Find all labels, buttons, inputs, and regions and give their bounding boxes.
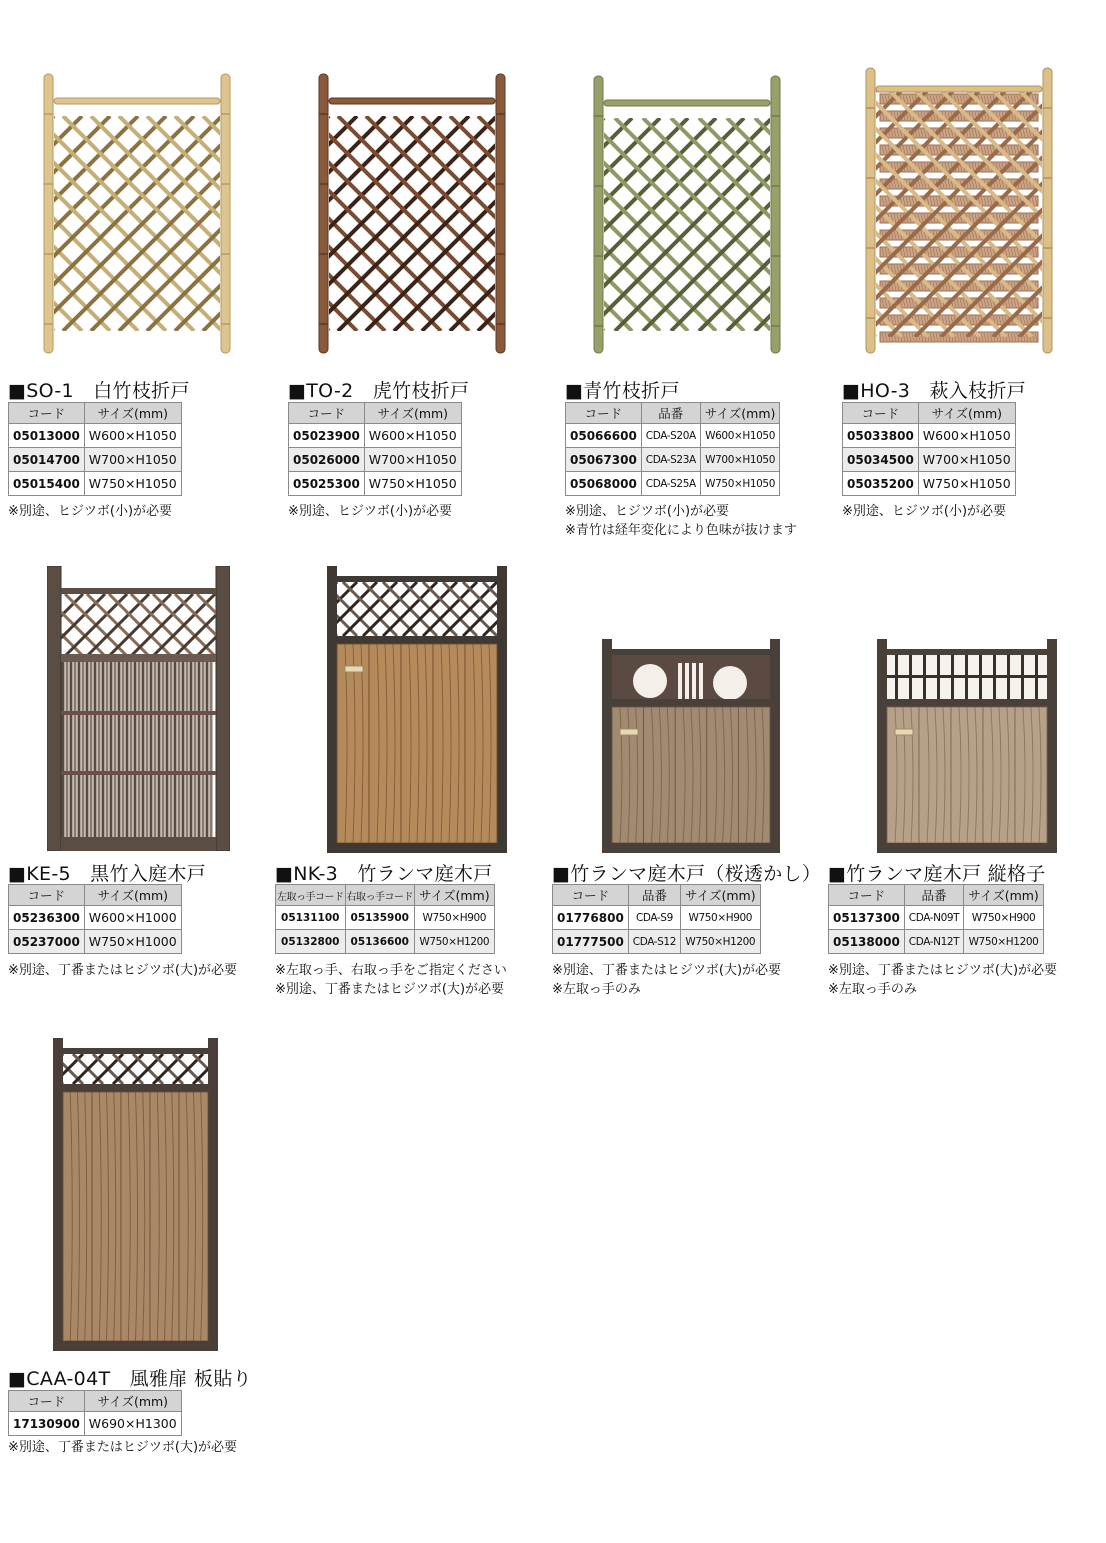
header-size: サイズ(mm) — [700, 403, 780, 424]
table-row — [9, 448, 182, 472]
transom-slot — [685, 663, 689, 701]
board-clad-gate-image — [53, 1038, 218, 1351]
board-plank — [150, 1092, 179, 1341]
table-row — [9, 424, 182, 448]
crossbar — [604, 100, 770, 106]
model-cell: CDA-S12 — [628, 930, 680, 954]
model-cell: CDA-S23A — [641, 448, 700, 472]
spec-table — [8, 402, 182, 496]
right-stile — [1047, 639, 1057, 853]
table-row — [9, 472, 182, 496]
board-plank — [401, 644, 433, 843]
header-code: コード — [829, 885, 905, 906]
left-post — [866, 68, 875, 353]
table-row — [9, 1412, 182, 1436]
note: ※青竹は経年変化により色味が抜けます — [565, 523, 797, 538]
rail — [61, 711, 216, 715]
size-cell: W600×H1050 — [84, 424, 181, 448]
note: ※左取っ手、右取っ手をご指定ください — [275, 963, 507, 978]
left-post — [594, 76, 603, 353]
white-bamboo-lattice-gate-image — [40, 70, 234, 355]
table-row — [9, 930, 182, 954]
spec-table — [552, 884, 761, 954]
board-plank — [92, 1092, 121, 1341]
mid-rail — [337, 636, 497, 644]
spec-table — [8, 1390, 182, 1436]
product-title: ■SO-1 白竹枝折戸 — [8, 380, 190, 402]
model-cell: CDA-S25A — [641, 472, 700, 496]
code-cell: 05035200 — [843, 472, 919, 496]
bottom-rail — [612, 843, 770, 853]
table-row — [9, 906, 182, 930]
header-size: サイズ(mm) — [84, 403, 181, 424]
size-cell: W750×H1050 — [84, 472, 181, 496]
spec-table — [8, 884, 182, 954]
lattice-mesh — [53, 1054, 218, 1084]
top-rail — [887, 649, 1047, 655]
code-cell: 01777500 — [553, 930, 629, 954]
note: ※左取っ手のみ — [552, 982, 641, 997]
left-stile — [602, 639, 612, 853]
header-size: サイズ(mm) — [918, 403, 1015, 424]
table-row — [566, 472, 780, 496]
bamboo-transom-garden-gate-image — [327, 566, 507, 853]
note: ※別途、ヒジツボ(小)が必要 — [8, 504, 173, 519]
board-plank — [951, 707, 983, 843]
table-row — [829, 930, 1044, 954]
black-bamboo-garden-gate-image — [47, 566, 230, 851]
table-row — [843, 448, 1016, 472]
board-plank — [919, 707, 951, 843]
header-size: サイズ(mm) — [364, 403, 461, 424]
header-size: サイズ(mm) — [681, 885, 761, 906]
bottom-rail — [63, 1341, 208, 1351]
spec-table — [842, 402, 1016, 496]
note: ※別途、丁番またはヒジツボ(大)が必要 — [275, 982, 505, 997]
product-title: ■竹ランマ庭木戸（桜透かし） — [552, 863, 822, 885]
spec-table — [288, 402, 462, 496]
header-code: コード — [289, 403, 365, 424]
size-cell: W750×H1200 — [964, 930, 1044, 954]
code-cell: 05014700 — [9, 448, 85, 472]
code-cell: 05067300 — [566, 448, 642, 472]
left-post — [44, 74, 53, 353]
handle — [895, 729, 913, 735]
header-code: コード — [9, 885, 85, 906]
board-plank — [612, 707, 644, 843]
spec-table — [828, 884, 1044, 954]
left-post — [47, 566, 61, 851]
note: ※別途、丁番またはヒジツボ(大)が必要 — [828, 963, 1058, 978]
table-row — [289, 472, 462, 496]
bottom-rail — [337, 843, 497, 853]
model-cell: CDA-N09T — [904, 906, 963, 930]
product-title: ■NK-3 竹ランマ庭木戸 — [275, 863, 493, 885]
header-code: コード — [553, 885, 629, 906]
tiger-bamboo-lattice-gate-image — [315, 70, 509, 355]
board-plank — [337, 644, 369, 843]
code-cell: 05023900 — [289, 424, 365, 448]
product-title: ■CAA-04T 風雅扉 板貼り — [8, 1368, 252, 1390]
board-plank — [675, 707, 707, 843]
size-cell: W600×H1050 — [918, 424, 1015, 448]
note: ※別途、丁番またはヒジツボ(大)が必要 — [552, 963, 782, 978]
lattice-mesh — [590, 118, 784, 331]
size-cell: W690×H1300 — [84, 1412, 181, 1436]
rail — [61, 771, 216, 775]
board-plank — [1015, 707, 1047, 843]
top-rail — [612, 649, 770, 655]
middle-rail — [61, 654, 216, 662]
code-cell: 01776800 — [553, 906, 629, 930]
table-row — [289, 448, 462, 472]
bottom-rail — [887, 843, 1047, 853]
code-cell: 05026000 — [289, 448, 365, 472]
left-stile — [53, 1038, 63, 1351]
mid-rail — [612, 699, 770, 707]
table-row — [553, 930, 761, 954]
mid-rail — [63, 1084, 208, 1092]
header-size: サイズ(mm) — [84, 1391, 181, 1412]
right-stile — [497, 566, 507, 853]
size-cell: W750×H1200 — [415, 930, 495, 954]
board-plank — [121, 1092, 150, 1341]
size-cell: W750×H900 — [415, 906, 495, 930]
product-title: ■KE-5 黒竹入庭木戸 — [8, 863, 206, 885]
board-plank — [63, 1092, 92, 1341]
code-cell: 05015400 — [9, 472, 85, 496]
size-cell: W600×H1050 — [700, 424, 780, 448]
note: ※別途、ヒジツボ(小)が必要 — [565, 504, 730, 519]
table-row — [276, 906, 495, 930]
code-cell: 05237000 — [9, 930, 85, 954]
size-cell: W700×H1050 — [364, 448, 461, 472]
size-cell: W750×H1000 — [84, 930, 181, 954]
board-plank — [465, 644, 497, 843]
size-cell: W600×H1050 — [364, 424, 461, 448]
left-stile — [877, 639, 887, 853]
transom-slot — [699, 663, 703, 701]
code-cell: 05137300 — [829, 906, 905, 930]
bush-clover-lattice-gate-image — [862, 64, 1056, 355]
spec-table — [275, 884, 495, 954]
code-cell: 05138000 — [829, 930, 905, 954]
note: ※左取っ手のみ — [828, 982, 917, 997]
header-model: 品番 — [628, 885, 680, 906]
left-stile — [327, 566, 337, 853]
table-row — [829, 906, 1044, 930]
size-cell: W700×H1050 — [84, 448, 181, 472]
product-title: ■竹ランマ庭木戸 縦格子 — [828, 863, 1046, 885]
model-cell: CDA-N12T — [904, 930, 963, 954]
product-title: ■青竹枝折戸 — [565, 380, 680, 402]
size-cell: W700×H1050 — [918, 448, 1015, 472]
lattice-mesh — [40, 116, 234, 331]
note: ※別途、丁番またはヒジツボ(大)が必要 — [8, 1440, 238, 1455]
model-cell: CDA-S9 — [628, 906, 680, 930]
crossbar — [54, 98, 220, 104]
code-cell: 05025300 — [289, 472, 365, 496]
board-plank — [707, 707, 739, 843]
note: ※別途、ヒジツボ(小)が必要 — [288, 504, 453, 519]
table-row — [843, 424, 1016, 448]
crossbar — [876, 86, 1042, 92]
right-post — [216, 566, 230, 851]
lattice-mesh — [327, 582, 507, 636]
header-size: サイズ(mm) — [84, 885, 181, 906]
table-row — [289, 424, 462, 448]
board-plank — [369, 644, 401, 843]
header-code: コード — [9, 1391, 85, 1412]
right-post — [496, 74, 505, 353]
table-row — [553, 906, 761, 930]
code-cell: 05068000 — [566, 472, 642, 496]
left-post — [319, 74, 328, 353]
mid-rail — [887, 699, 1047, 707]
header-code: コード — [843, 403, 919, 424]
code-cell: 05136600 — [345, 930, 415, 954]
lattice-rail — [887, 675, 1047, 678]
top-rail — [61, 588, 216, 594]
transom-slot — [678, 663, 682, 701]
board-plank — [983, 707, 1015, 843]
header-code: コード — [9, 403, 85, 424]
code-cell: 05132800 — [276, 930, 346, 954]
right-stile — [770, 639, 780, 853]
code-cell: 05131100 — [276, 906, 346, 930]
size-cell: W750×H900 — [964, 906, 1044, 930]
code-cell: 05034500 — [843, 448, 919, 472]
vertical-lattice-transom-gate-image — [877, 639, 1057, 853]
size-cell: W750×H1050 — [700, 472, 780, 496]
lattice-mesh — [315, 116, 509, 331]
board-plank — [179, 1092, 208, 1341]
board-plank — [887, 707, 919, 843]
board-plank — [433, 644, 465, 843]
header-left-code: 左取っ手コード — [276, 885, 346, 906]
table-row — [566, 448, 780, 472]
product-title: ■HO-3 萩入枝折戸 — [842, 380, 1026, 402]
header-right-code: 右取っ手コード — [345, 885, 415, 906]
size-cell: W600×H1000 — [84, 906, 181, 930]
table-row — [566, 424, 780, 448]
top-rail — [63, 1048, 208, 1054]
size-cell: W750×H900 — [681, 906, 761, 930]
header-model: 品番 — [904, 885, 963, 906]
green-bamboo-lattice-gate-image — [590, 72, 784, 355]
crossbar — [329, 98, 495, 104]
right-post — [221, 74, 230, 353]
handle — [345, 666, 363, 672]
note: ※別途、ヒジツボ(小)が必要 — [842, 504, 1007, 519]
spec-table — [565, 402, 780, 496]
cherry-blossom-cutout — [713, 666, 747, 700]
header-size: サイズ(mm) — [415, 885, 495, 906]
right-stile — [208, 1038, 218, 1351]
lattice-mesh — [47, 594, 230, 656]
product-title: ■TO-2 虎竹枝折戸 — [288, 380, 470, 402]
size-cell: W750×H1200 — [681, 930, 761, 954]
header-model: 品番 — [641, 403, 700, 424]
transom-slot — [692, 663, 696, 701]
model-cell: CDA-S20A — [641, 424, 700, 448]
header-code: コード — [566, 403, 642, 424]
size-cell: W750×H1050 — [918, 472, 1015, 496]
bottom-rail — [61, 837, 216, 851]
cherry-blossom-transom-gate-image — [602, 639, 780, 853]
table-row — [276, 930, 495, 954]
right-post — [1043, 68, 1052, 353]
cherry-blossom-cutout — [633, 664, 667, 698]
header-size: サイズ(mm) — [964, 885, 1044, 906]
table-row — [843, 472, 1016, 496]
board-plank — [738, 707, 770, 843]
size-cell: W750×H1050 — [364, 472, 461, 496]
note: ※別途、丁番またはヒジツボ(大)が必要 — [8, 963, 238, 978]
code-cell: 05033800 — [843, 424, 919, 448]
code-cell: 17130900 — [9, 1412, 85, 1436]
top-rail — [337, 576, 497, 582]
handle — [620, 729, 638, 735]
size-cell: W700×H1050 — [700, 448, 780, 472]
right-post — [771, 76, 780, 353]
code-cell: 05066600 — [566, 424, 642, 448]
code-cell: 05135900 — [345, 906, 415, 930]
board-plank — [644, 707, 676, 843]
code-cell: 05236300 — [9, 906, 85, 930]
code-cell: 05013000 — [9, 424, 85, 448]
